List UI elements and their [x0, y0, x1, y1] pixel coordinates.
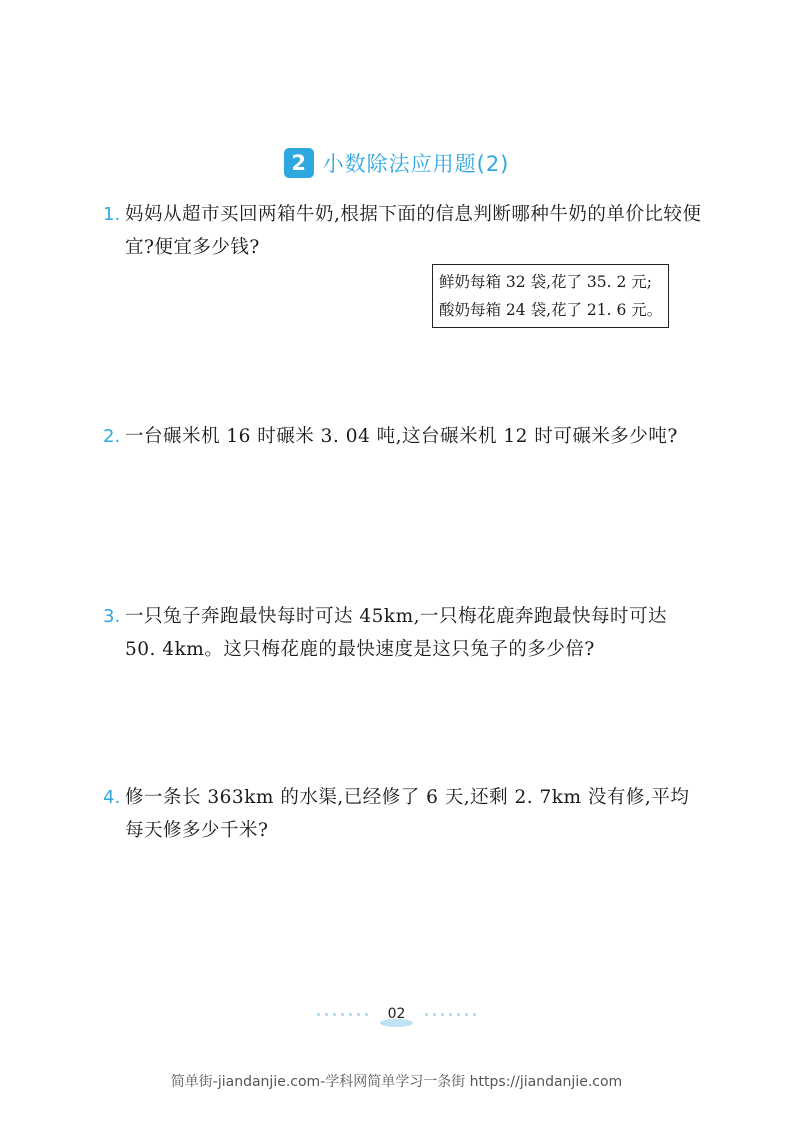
info-box — [432, 264, 669, 328]
question-text: 修一条长 363km 的水渠,已经修了 6 天,还剩 2. 7km 没有修,平均每天修多少千米? — [125, 787, 690, 841]
question-4 — [103, 781, 703, 847]
decorative-dots-right — [425, 1013, 476, 1016]
section-title: 小数除法应用题(2) — [322, 152, 510, 176]
page-footer — [0, 1006, 793, 1022]
question-number: 1. — [103, 204, 121, 225]
question-number: 3. — [103, 606, 121, 627]
question-text: 一台碾米机 16 时碾米 3. 04 吨,这台碾米机 12 时可碾米多少吨? — [125, 426, 678, 447]
section-header — [0, 148, 793, 178]
question-number: 2. — [103, 426, 121, 447]
page-number: 02 — [380, 1006, 414, 1022]
info-line-yogurt: 酸奶每箱 24 袋,花了 21. 6 元。 — [439, 301, 663, 319]
question-1 — [103, 198, 703, 264]
question-text: 妈妈从超市买回两箱牛奶,根据下面的信息判断哪种牛奶的单价比较便宜?便宜多少钱? — [125, 204, 702, 258]
decorative-dots-left — [317, 1013, 368, 1016]
watermark-text: 简单街-jiandanjie.com-学科网简单学习一条街 https://jiandanjie.com — [170, 1074, 623, 1090]
question-3 — [103, 600, 703, 666]
question-2 — [103, 420, 703, 453]
info-line-fresh-milk: 鲜奶每箱 32 袋,花了 35. 2 元; — [439, 273, 653, 291]
section-number-badge: 2 — [284, 148, 314, 178]
question-number: 4. — [103, 787, 121, 808]
question-text: 一只兔子奔跑最快每时可达 45km,一只梅花鹿奔跑最快每时可达 50. 4km。这只梅花鹿的最快速度是这只兔子的多少倍? — [125, 606, 668, 660]
